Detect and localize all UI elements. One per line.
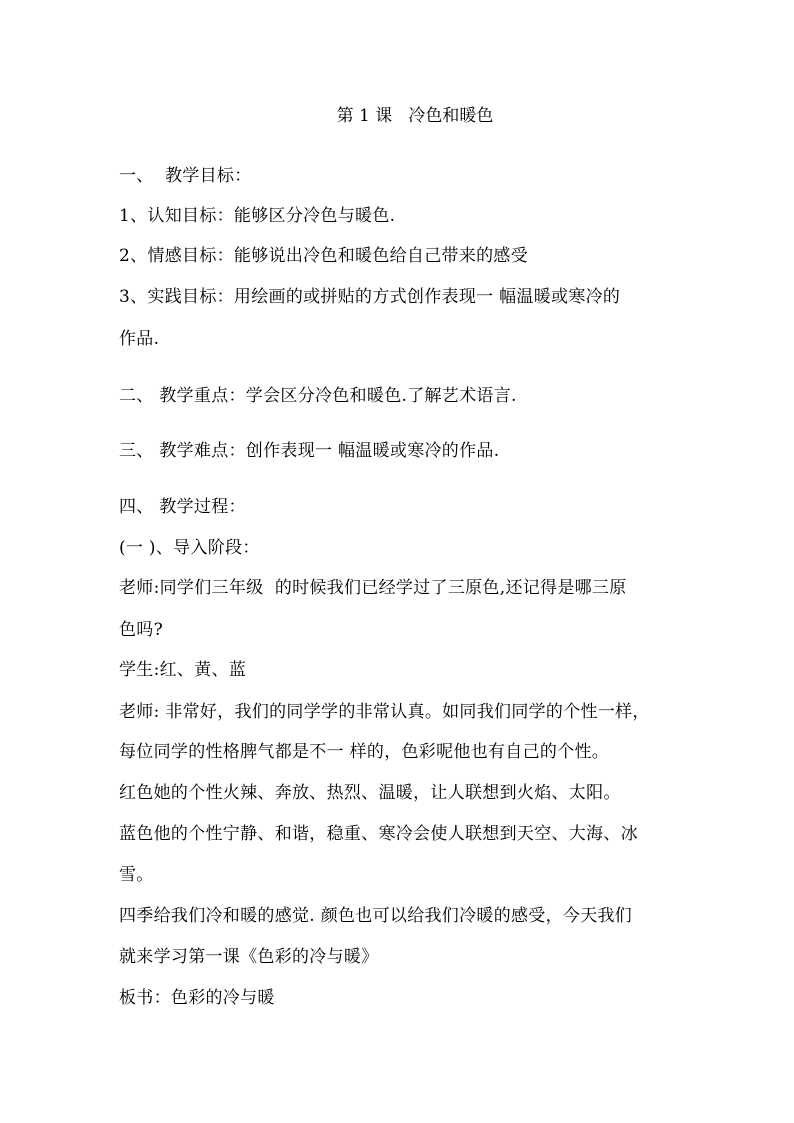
teacher-line-2: 老师: 非常好，我们的同学学的非常认真。如同我们同学的个性一样， bbox=[119, 702, 650, 722]
objective-emotional: 2、情感目标：能够说出冷色和暖色给自己带来的感受 bbox=[119, 246, 529, 266]
section-4-process: 四、 教学过程： bbox=[119, 497, 246, 517]
blue-description: 蓝色他的个性宁静、和谐，稳重、寒冷会使人联想到天空、大海、冰 bbox=[119, 824, 638, 844]
objective-cognitive: 1、认知目标：能够区分冷色与暖色. bbox=[119, 206, 396, 226]
lesson-title: 第 1 课 冷色和暖色 bbox=[336, 106, 494, 126]
seasons-line-cont: 就来学习第一课《色彩的冷与暖》 bbox=[119, 947, 379, 967]
section-3-difficulties: 三、 教学难点：创作表现一 幅温暖或寒冷的作品. bbox=[119, 441, 500, 461]
section-1-heading: 一、 教学目标： bbox=[119, 166, 252, 186]
seasons-line: 四季给我们冷和暖的感觉. 颜色也可以给我们冷暖的感受，今天我们 bbox=[119, 906, 633, 926]
subsection-intro: (一 )、导入阶段： bbox=[119, 538, 260, 558]
objective-practice: 3、实践目标：用绘画的或拼贴的方式创作表现一 幅温暖或寒冷的 bbox=[119, 287, 621, 307]
teacher-line-1-cont: 色吗? bbox=[119, 620, 164, 640]
red-description: 红色她的个性火辣、奔放、热烈、温暖，让人联想到火焰、太阳。 bbox=[119, 783, 621, 803]
section-2-key-points: 二、 教学重点：学会区分冷色和暖色.了解艺术语言. bbox=[119, 386, 517, 406]
teacher-line-1: 老师:同学们三年级 的时候我们已经学过了三原色,还记得是哪三原 bbox=[119, 578, 627, 598]
student-line: 学生:红、黄、蓝 bbox=[119, 660, 247, 680]
blackboard-line: 板书：色彩的冷与暖 bbox=[119, 988, 275, 1008]
blue-description-cont: 雪。 bbox=[119, 865, 154, 885]
objective-practice-cont: 作品. bbox=[119, 329, 160, 349]
teacher-line-2-cont: 每位同学的性格脾气都是不一 样的，色彩呢他也有自己的个性。 bbox=[119, 742, 610, 762]
